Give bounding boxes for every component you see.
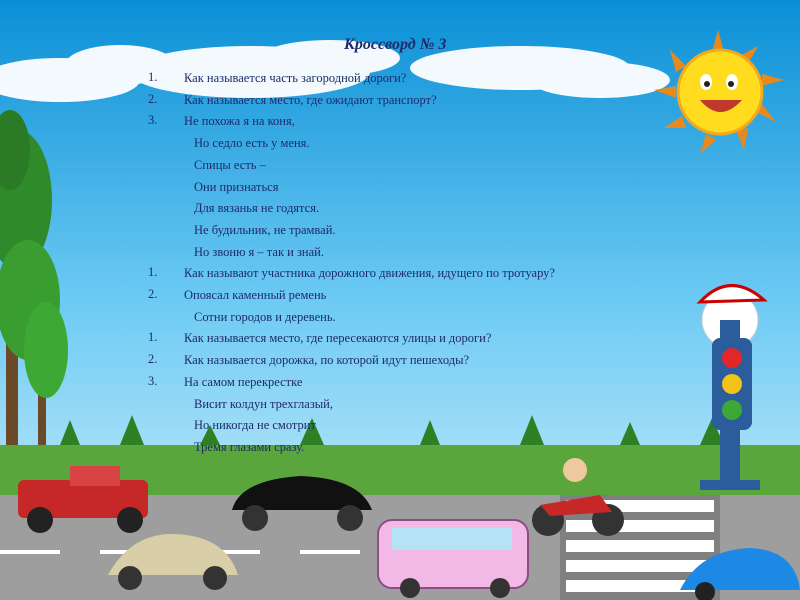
verse-line: Висит колдун трехглазый,	[194, 396, 333, 411]
page-title: Кроссворд № 3	[344, 36, 447, 53]
question-number: 1.	[148, 330, 158, 345]
question-text: Как называют участника дорожного движения, идущего по тротуару?	[184, 266, 555, 281]
verse-line: Но седло есть у меня.	[194, 136, 310, 151]
question-number: 1.	[148, 70, 158, 84]
question-text: Опоясал каменный ремень	[184, 288, 327, 302]
verse-line: Для вязанья не годятся.	[194, 201, 320, 216]
question-text: Как называется часть загородной дороги?	[184, 71, 407, 85]
question-text: На самом перекрестке	[184, 374, 303, 389]
question-text: Не похожа я на коня,	[184, 114, 295, 129]
question-number: 3.	[148, 373, 158, 388]
verse-line: Тремя глазами сразу.	[194, 439, 305, 454]
verse-line: Сотни городов и деревень.	[194, 309, 336, 324]
question-number: 1.	[148, 265, 158, 280]
question-text: Как называется дорожка, по которой идут пешеходы?	[184, 353, 470, 368]
question-number: 2.	[148, 352, 158, 367]
verse-line: Они признаться	[194, 179, 279, 194]
verse-line: Спицы есть –	[194, 157, 266, 172]
question-number: 2.	[148, 287, 158, 301]
verse-line: Не будильник, не трамвай.	[194, 222, 336, 237]
question-number: 2.	[148, 91, 158, 106]
question-text: Как называется место, где пересекаются улицы и дороги?	[184, 331, 492, 346]
pink-bus	[378, 520, 528, 598]
verse-line: Но никогда не смотрит	[194, 418, 316, 433]
question-text: Как называется место, где ожидают транспорт?	[184, 92, 437, 107]
question-number: 3.	[148, 113, 158, 128]
verse-line: Но звоню я – так и знай.	[194, 244, 324, 259]
